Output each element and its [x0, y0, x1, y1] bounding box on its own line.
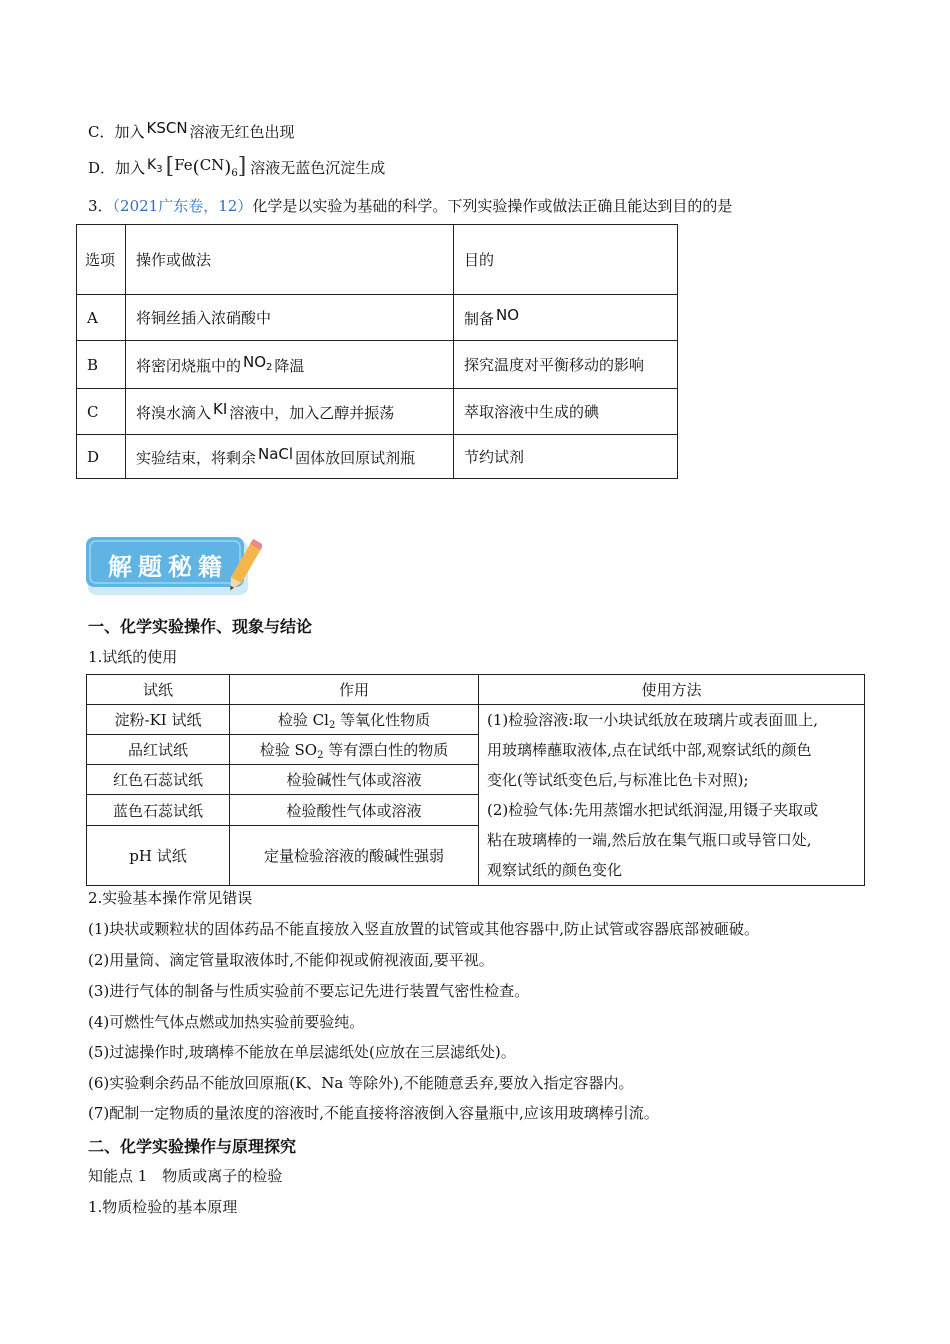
- table-header-row: [77, 225, 678, 295]
- table-row: B 将密闭烧瓶中的 $NO_2$ 降温 探究温度对平衡移动的影响: [77, 341, 678, 389]
- table-header-row: 试纸 作用 使用方法: [87, 675, 865, 705]
- bracket-right: ]: [237, 154, 247, 179]
- question-3: 3．（2021广东卷，12）化学是以实验为基础的科学。下列实验操作或做法正确且能达到目的的是: [88, 197, 733, 215]
- list-item: (7)配制一定物质的量浓度的溶液时,不能直接将溶液倒入容量瓶中,应该用玻璃棒引流。: [88, 1104, 659, 1122]
- test-paper-table: [86, 674, 865, 886]
- list-item: (2)用量筒、滴定管量取液体时,不能仰视或俯视液面,要平视。: [88, 951, 494, 969]
- header-option: 选项: [77, 225, 126, 295]
- formula-cn: CN: [199, 156, 225, 174]
- section1-title: 一、化学实验操作、现象与结论: [88, 617, 313, 636]
- list-item: (6)实验剩余药品不能放回原瓶(K、Na 等除外),不能随意丢弃,要放入指定容器内。: [88, 1074, 634, 1092]
- table-row: D 实验结束，将剩余 NaCl 固体放回原试剂瓶 节约试剂: [77, 435, 678, 479]
- list-item: (3)进行气体的制备与性质实验前不要忘记先进行装置气密性检查。: [88, 982, 530, 1000]
- table-row: A 将铜丝插入浓硝酸中 制备 NO: [77, 295, 678, 341]
- table-row: 品红试纸 检验 $SO_2$ 等有漂白性的物质: [87, 735, 865, 765]
- bracket-left: [: [165, 154, 175, 179]
- section1-sub1: 1.试纸的使用: [88, 648, 178, 666]
- list-item: (5)过滤操作时,玻璃棒不能放在单层滤纸处(应放在三层滤纸处)。: [88, 1043, 516, 1061]
- option-c: C．加入 KSCN 溶液无红色出现: [88, 119, 295, 141]
- table-row: C 将溴水滴入 KI 溶液中，加入乙醇并振荡 萃取溶液中生成的碘: [77, 389, 678, 435]
- question-source: （2021广东卷，12）: [112, 197, 253, 215]
- header-aim: 目的: [454, 225, 678, 295]
- table-row: 蓝色石蕊试纸 检验酸性气体或溶液: [87, 795, 865, 825]
- section2-title: 二、化学实验操作与原理探究: [88, 1137, 297, 1156]
- paren-right: ): [224, 157, 232, 178]
- formula-k3: $K_3$: [147, 157, 163, 175]
- header-operation: 操作或做法: [126, 225, 454, 295]
- banner-title: 解题秘籍: [108, 553, 228, 581]
- table-row: pH 试纸 定量检验溶液的酸碱性强弱: [87, 825, 865, 885]
- table-row: 淀粉-KI 试纸 检验 $Cl_2$ 等氧化性物质 (1)检验溶液:取一小块试纸放在玻璃片或表面皿上, 用玻璃棒蘸取液体,点在试纸中部,观察试纸的颜色 变化(等试纸变色后,与标准比色卡对照); (2)检验气体:先用蒸馏水把试纸润湿,用镊子夹取或 粘在玻璃棒的一端,然后放在集气瓶口或导管口处, 观察试纸的颜色变化: [87, 705, 865, 735]
- table-row: 红色石蕊试纸 检验碱性气体或溶液: [87, 765, 865, 795]
- section2-point: 知能点 1 物质或离子的检验: [88, 1167, 283, 1185]
- option-d: D．加入 $K_3$ $[Fe(CN)_6]$ 溶液无蓝色沉淀生成: [88, 154, 386, 179]
- list-item: (4)可燃性气体点燃或加热实验前要验纯。: [88, 1013, 365, 1031]
- section1-sub2: 2.实验基本操作常见错误: [88, 889, 253, 907]
- list-item: (1)块状或颗粒状的固体药品不能直接放入竖直放置的试管或其他容器中,防止试管或容器底部被砸破。: [88, 920, 760, 938]
- paren-left: (: [192, 157, 200, 178]
- formula-fe: Fe: [174, 156, 193, 174]
- tips-banner: [86, 537, 262, 599]
- experiment-table: [76, 224, 678, 479]
- section2-sub: 1.物质检验的基本原理: [88, 1198, 238, 1216]
- formula-kscn: KSCN: [146, 119, 188, 137]
- usage-method: (1)检验溶液:取一小块试纸放在玻璃片或表面皿上, 用玻璃棒蘸取液体,点在试纸中部,观察试纸的颜色 变化(等试纸变色后,与标准比色卡对照); (2)检验气体:先用蒸馏水把试纸润湿,用镊子夹取或 粘在玻璃棒的一端,然后放在集气瓶口或导管口处, 观察试纸的颜色变化: [479, 705, 865, 886]
